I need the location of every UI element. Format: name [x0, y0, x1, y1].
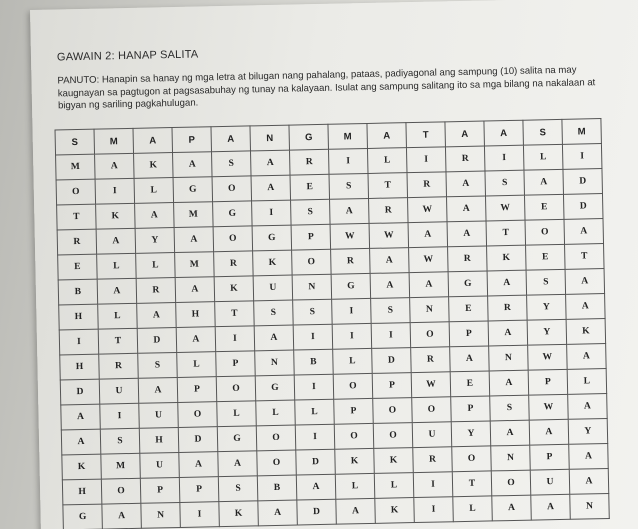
grid-cell[interactable]: N: [570, 493, 610, 519]
grid-cell[interactable]: T: [406, 122, 446, 148]
grid-cell[interactable]: A: [218, 451, 258, 477]
grid-cell[interactable]: S: [138, 353, 178, 379]
grid-cell[interactable]: R: [331, 248, 371, 274]
grid-cell[interactable]: T: [452, 471, 492, 497]
grid-cell[interactable]: A: [135, 203, 175, 229]
grid-cell[interactable]: M: [174, 202, 214, 228]
grid-cell[interactable]: L: [98, 303, 138, 329]
grid-cell[interactable]: D: [563, 194, 603, 220]
grid-cell[interactable]: A: [250, 150, 290, 176]
grid-cell[interactable]: S: [291, 199, 331, 225]
grid-cell[interactable]: A: [564, 219, 604, 245]
grid-cell[interactable]: M: [328, 123, 368, 149]
grid-cell[interactable]: A: [492, 495, 532, 521]
grid-cell[interactable]: K: [134, 153, 174, 179]
grid-cell[interactable]: U: [253, 275, 293, 301]
grid-cell[interactable]: Y: [451, 421, 491, 447]
grid-cell[interactable]: W: [485, 195, 525, 221]
grid-cell[interactable]: A: [489, 370, 529, 396]
grid-cell[interactable]: L: [295, 399, 335, 425]
grid-cell[interactable]: G: [448, 271, 488, 297]
grid-cell[interactable]: A: [61, 429, 101, 455]
grid-cell[interactable]: P: [179, 477, 219, 503]
grid-cell[interactable]: A: [174, 227, 214, 253]
grid-cell[interactable]: L: [374, 473, 414, 499]
grid-cell[interactable]: R: [445, 146, 485, 172]
grid-cell[interactable]: B: [257, 475, 297, 501]
grid-cell[interactable]: D: [563, 169, 603, 195]
grid-cell[interactable]: A: [529, 419, 569, 445]
grid-cell[interactable]: E: [290, 174, 330, 200]
grid-cell[interactable]: A: [61, 404, 101, 430]
grid-cell[interactable]: E: [450, 371, 490, 397]
grid-cell[interactable]: A: [446, 171, 486, 197]
grid-cell[interactable]: A: [447, 196, 487, 222]
grid-cell[interactable]: A: [531, 494, 571, 520]
grid-cell[interactable]: A: [566, 294, 606, 320]
grid-cell[interactable]: A: [569, 443, 609, 469]
grid-cell[interactable]: B: [58, 279, 98, 305]
grid-cell[interactable]: R: [411, 347, 451, 373]
grid-cell[interactable]: W: [408, 197, 448, 223]
grid-cell[interactable]: K: [375, 498, 415, 524]
grid-cell[interactable]: A: [409, 272, 449, 298]
grid-cell[interactable]: U: [140, 452, 180, 478]
grid-cell[interactable]: L: [453, 496, 493, 522]
grid-cell[interactable]: L: [256, 400, 296, 426]
grid-cell[interactable]: A: [488, 320, 528, 346]
grid-cell[interactable]: N: [410, 297, 450, 323]
grid-cell[interactable]: T: [486, 220, 526, 246]
grid-cell[interactable]: U: [412, 422, 452, 448]
grid-cell[interactable]: A: [211, 126, 251, 152]
grid-cell[interactable]: O: [213, 226, 253, 252]
grid-cell[interactable]: S: [371, 298, 411, 324]
grid-cell[interactable]: O: [491, 470, 531, 496]
grid-cell[interactable]: I: [562, 144, 602, 170]
grid-cell[interactable]: N: [250, 125, 290, 151]
grid-cell[interactable]: S: [526, 269, 566, 295]
grid-cell[interactable]: M: [562, 119, 602, 145]
grid-cell[interactable]: I: [294, 374, 334, 400]
grid-cell[interactable]: L: [367, 148, 407, 174]
grid-cell[interactable]: L: [177, 352, 217, 378]
grid-cell[interactable]: I: [371, 323, 411, 349]
grid-cell[interactable]: T: [368, 173, 408, 199]
grid-cell[interactable]: W: [409, 247, 449, 273]
grid-cell[interactable]: R: [289, 149, 329, 175]
grid-cell[interactable]: K: [487, 245, 527, 271]
grid-cell[interactable]: W: [529, 394, 569, 420]
grid-cell[interactable]: S: [490, 395, 530, 421]
grid-cell[interactable]: W: [528, 344, 568, 370]
grid-cell[interactable]: G: [289, 124, 329, 150]
grid-cell[interactable]: M: [94, 128, 134, 154]
grid-cell[interactable]: G: [252, 225, 292, 251]
grid-cell[interactable]: H: [60, 354, 100, 380]
grid-cell[interactable]: O: [292, 249, 332, 275]
grid-cell[interactable]: R: [488, 295, 528, 321]
grid-cell[interactable]: E: [524, 194, 564, 220]
grid-cell[interactable]: S: [329, 173, 369, 199]
instructions-text: PANUTO: Hanapin sa hanay ng mga letra at bilugan nang pahalang, pataas, padiyagonal ang sampung (10) salita na may kaugnayan sa pagtugon at pagsasabuhay ng tunay na kalayaan. Isulat ang sampung salitang ito sa mga bilang na nakalaan at bigyan ng sariling pagkahulugan.: [57, 64, 596, 112]
grid-cell[interactable]: R: [136, 278, 176, 304]
grid-cell[interactable]: N: [491, 445, 531, 471]
grid-cell[interactable]: D: [178, 427, 218, 453]
grid-cell[interactable]: Y: [527, 319, 567, 345]
grid-cell[interactable]: L: [217, 401, 257, 427]
grid-cell[interactable]: S: [100, 428, 140, 454]
grid-cell[interactable]: A: [569, 468, 609, 494]
grid-cell[interactable]: O: [373, 398, 413, 424]
grid-cell[interactable]: A: [568, 394, 608, 420]
grid-cell[interactable]: P: [528, 369, 568, 395]
grid-cell[interactable]: A: [296, 474, 336, 500]
grid-cell[interactable]: O: [525, 219, 565, 245]
grid-cell[interactable]: S: [55, 129, 95, 155]
worksheet-page: [30, 0, 638, 529]
grid-cell[interactable]: G: [63, 504, 103, 529]
grid-cell[interactable]: I: [59, 329, 99, 355]
grid-cell[interactable]: L: [134, 178, 174, 204]
grid-cell[interactable]: H: [62, 479, 102, 505]
grid-cell[interactable]: P: [216, 351, 256, 377]
grid-cell[interactable]: I: [332, 298, 372, 324]
grid-cell[interactable]: A: [370, 273, 410, 299]
grid-cell[interactable]: K: [335, 448, 375, 474]
grid-cell[interactable]: O: [333, 373, 373, 399]
grid-cell[interactable]: I: [414, 497, 454, 523]
grid-cell[interactable]: A: [445, 121, 485, 147]
grid-cell[interactable]: R: [369, 198, 409, 224]
grid-cell[interactable]: I: [328, 148, 368, 174]
grid-cell[interactable]: D: [60, 379, 100, 405]
grid-cell[interactable]: K: [253, 250, 293, 276]
grid-cell[interactable]: I: [406, 147, 446, 173]
grid-cell[interactable]: A: [336, 498, 376, 524]
grid-cell[interactable]: G: [331, 273, 371, 299]
grid-cell[interactable]: R: [57, 229, 97, 255]
grid-cell[interactable]: P: [449, 321, 489, 347]
grid-cell[interactable]: H: [176, 302, 216, 328]
grid-cell[interactable]: A: [97, 278, 137, 304]
grid-cell[interactable]: T: [215, 301, 255, 327]
grid-cell[interactable]: O: [452, 446, 492, 472]
grid-cell[interactable]: P: [334, 398, 374, 424]
grid-cell[interactable]: N: [141, 502, 181, 528]
grid-cell[interactable]: O: [334, 423, 374, 449]
grid-cell[interactable]: Y: [568, 419, 608, 445]
grid-cell[interactable]: E: [449, 296, 489, 322]
grid-cell[interactable]: R: [407, 172, 447, 198]
grid-cell[interactable]: P: [140, 477, 180, 503]
grid-cell[interactable]: A: [367, 123, 407, 149]
grid-cell[interactable]: O: [212, 176, 252, 202]
grid-cell[interactable]: W: [330, 223, 370, 249]
grid-cell[interactable]: A: [567, 344, 607, 370]
grid-cell[interactable]: R: [413, 447, 453, 473]
grid-cell[interactable]: A: [175, 277, 215, 303]
grid-cell[interactable]: D: [297, 499, 337, 525]
grid-cell[interactable]: G: [213, 201, 253, 227]
grid-cell[interactable]: I: [293, 324, 333, 350]
grid-cell[interactable]: S: [523, 119, 563, 145]
grid-cell[interactable]: A: [484, 120, 524, 146]
grid-cell[interactable]: K: [374, 448, 414, 474]
grid-cell[interactable]: A: [450, 346, 490, 372]
grid-cell[interactable]: A: [96, 228, 136, 254]
grid-cell[interactable]: O: [216, 376, 256, 402]
grid-cell[interactable]: T: [57, 204, 97, 230]
grid-cell[interactable]: O: [101, 478, 141, 504]
grid-cell[interactable]: P: [172, 127, 212, 153]
grid-cell[interactable]: A: [95, 153, 135, 179]
grid-cell[interactable]: A: [258, 500, 298, 526]
grid-cell[interactable]: I: [252, 200, 292, 226]
grid-cell[interactable]: L: [136, 253, 176, 279]
grid-cell[interactable]: A: [138, 377, 178, 403]
grid-cell[interactable]: O: [178, 402, 218, 428]
grid-cell[interactable]: H: [59, 304, 99, 330]
grid-cell[interactable]: I: [413, 472, 453, 498]
grid-cell[interactable]: D: [372, 348, 412, 374]
grid-cell[interactable]: A: [102, 503, 142, 529]
grid-cell[interactable]: A: [447, 221, 487, 247]
grid-cell[interactable]: K: [62, 454, 102, 480]
grid-cell[interactable]: S: [212, 151, 252, 177]
grid-cell[interactable]: R: [448, 246, 488, 272]
grid-cell[interactable]: N: [292, 274, 332, 300]
grid-cell[interactable]: P: [177, 377, 217, 403]
grid-cell[interactable]: L: [335, 473, 375, 499]
grid-cell[interactable]: D: [137, 328, 177, 354]
grid-cell[interactable]: K: [214, 276, 254, 302]
grid-cell[interactable]: D: [296, 449, 336, 475]
grid-cell[interactable]: O: [257, 450, 297, 476]
grid-cell[interactable]: S: [254, 300, 294, 326]
grid-cell[interactable]: A: [251, 175, 291, 201]
grid-cell[interactable]: A: [565, 269, 605, 295]
grid-cell[interactable]: N: [255, 350, 295, 376]
grid-cell[interactable]: L: [97, 253, 137, 279]
grid-cell[interactable]: Y: [527, 294, 567, 320]
grid-cell[interactable]: S: [218, 476, 258, 502]
grid-cell[interactable]: O: [373, 423, 413, 449]
grid-cell[interactable]: A: [254, 325, 294, 351]
grid-cell[interactable]: I: [332, 323, 372, 349]
grid-cell[interactable]: I: [215, 326, 255, 352]
grid-cell[interactable]: A: [524, 169, 564, 195]
grid-cell[interactable]: P: [530, 444, 570, 470]
grid-cell[interactable]: R: [99, 353, 139, 379]
grid-cell[interactable]: G: [255, 375, 295, 401]
grid-cell[interactable]: K: [566, 319, 606, 345]
grid-cell[interactable]: A: [137, 303, 177, 329]
grid-cell[interactable]: A: [487, 270, 527, 296]
grid-cell[interactable]: A: [408, 222, 448, 248]
grid-cell[interactable]: A: [173, 152, 213, 178]
grid-cell[interactable]: P: [291, 224, 331, 250]
grid-cell[interactable]: Y: [135, 228, 175, 254]
grid-cell[interactable]: E: [526, 244, 566, 270]
grid-cell[interactable]: I: [180, 502, 220, 528]
grid-cell[interactable]: A: [176, 327, 216, 353]
word-search-grid: [55, 118, 610, 529]
grid-cell[interactable]: E: [58, 254, 98, 280]
grid-cell[interactable]: K: [96, 203, 136, 229]
grid-cell[interactable]: S: [293, 299, 333, 325]
grid-cell[interactable]: U: [99, 378, 139, 404]
grid-cell[interactable]: G: [173, 177, 213, 203]
grid-cell[interactable]: K: [219, 501, 259, 527]
grid-cell[interactable]: A: [490, 420, 530, 446]
grid-cell[interactable]: L: [567, 369, 607, 395]
worksheet-title: GAWAIN 2: HANAP SALITA: [56, 48, 199, 64]
grid-cell[interactable]: M: [56, 154, 96, 180]
grid-cell[interactable]: I: [484, 145, 524, 171]
grid-cell[interactable]: G: [217, 426, 257, 452]
grid-cell[interactable]: T: [98, 328, 138, 354]
grid-cell[interactable]: T: [565, 244, 605, 270]
grid-cell[interactable]: A: [133, 128, 173, 154]
grid-cell[interactable]: N: [489, 345, 529, 371]
grid-cell[interactable]: L: [333, 348, 373, 374]
grid-cell[interactable]: L: [523, 144, 563, 170]
grid-cell[interactable]: A: [370, 248, 410, 274]
grid-cell[interactable]: M: [175, 252, 215, 278]
grid-cell[interactable]: H: [139, 427, 179, 453]
grid-cell[interactable]: O: [56, 179, 96, 205]
grid-cell[interactable]: I: [95, 178, 135, 204]
grid-cell[interactable]: W: [369, 223, 409, 249]
grid-cell[interactable]: S: [485, 170, 525, 196]
grid-cell[interactable]: I: [100, 403, 140, 429]
grid-cell[interactable]: M: [101, 453, 141, 479]
grid-cell[interactable]: U: [139, 402, 179, 428]
grid-cell[interactable]: B: [294, 349, 334, 375]
grid-cell[interactable]: A: [330, 198, 370, 224]
grid-cell[interactable]: P: [372, 373, 412, 399]
grid-cell[interactable]: U: [530, 469, 570, 495]
grid-cell[interactable]: O: [410, 322, 450, 348]
grid-cell[interactable]: W: [411, 372, 451, 398]
grid-cell[interactable]: A: [179, 452, 219, 478]
grid-cell[interactable]: P: [451, 396, 491, 422]
grid-cell[interactable]: O: [412, 397, 452, 423]
grid-cell[interactable]: I: [295, 424, 335, 450]
grid-cell[interactable]: R: [214, 251, 254, 277]
grid-cell[interactable]: O: [256, 425, 296, 451]
